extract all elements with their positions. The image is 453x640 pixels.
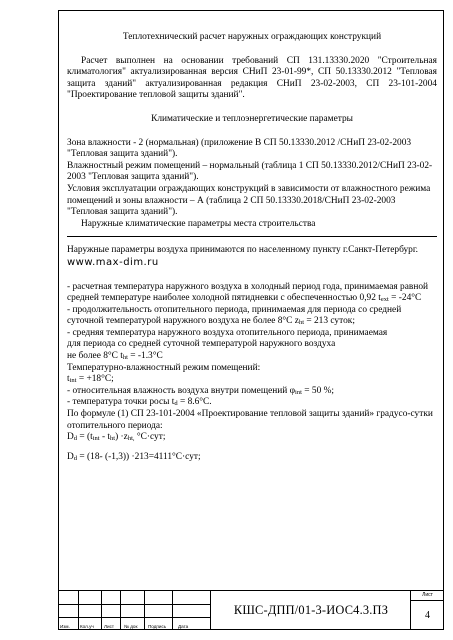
text-avg-temp-a: - средняя температура наружного воздуха отопительного периода, принимаемая — [67, 327, 388, 338]
formula-part3: ) ·z — [115, 432, 128, 443]
humidity-line — [67, 386, 437, 398]
formula-intro: По формуле (1) СП 23-101-2004 «Проектирование тепловой защиты зданий» градусо-сутки отопительного периода: — [67, 409, 433, 431]
t-int-line — [67, 374, 437, 386]
document-code: КШС-ДПП/01-3-ИОС4.3.ПЗ — [210, 591, 411, 630]
calc-dd-sub: d — [73, 454, 78, 462]
t-ext-sub: ext — [380, 296, 389, 304]
dew-point-line — [67, 397, 437, 409]
watermark-text: www.max-dim.ru — [67, 256, 159, 268]
sheet-label: Лист — [411, 591, 444, 601]
t-ht-val: = -1.3°C — [127, 351, 163, 362]
z-ht-sub: ht — [298, 319, 304, 327]
calc-line — [67, 452, 437, 464]
title-block — [58, 590, 444, 630]
formula-ht-sub: ht — [110, 435, 116, 443]
section-heading: Теплотехнический расчет наружных ограждающих конструкций — [122, 32, 382, 42]
p1-text: - расчетная температура наружного воздуха в холодный период года, принимаемая равной средней температуре наиболее холодной пятидневки с обеспеченностью 0,92 — [67, 281, 429, 304]
col-list: Лист — [104, 624, 114, 629]
humidity-regime-line: Влажностный режим помещений – нормальный (таблица 1 СП 50.13330.2012/СНиП 23-02-2003 "Тепловая защита зданий"). — [67, 160, 433, 183]
dew-text: - температура точки росы t — [67, 397, 175, 408]
col-doc-num: № док — [124, 624, 138, 629]
formula-part2: - t — [99, 432, 111, 443]
formula-zht-sub: ht, — [127, 435, 135, 443]
sheet-number: 4 — [425, 610, 430, 621]
text-ext-temp — [67, 282, 437, 305]
text-heating-period — [67, 305, 437, 328]
t-ext-val: = -24°C — [388, 293, 422, 304]
t-int-sub: int — [69, 377, 77, 385]
text-avg-temp-b: для периода со средней суточной температурой наружного воздуха — [67, 339, 336, 350]
col-signature: Подпись — [148, 624, 167, 629]
formula-line — [67, 432, 437, 444]
humidity-text: - относительная влажность воздуха внутри помещений φ — [67, 385, 296, 396]
formula-part1: = (t — [77, 432, 93, 443]
p3c-text: не более 8°C t — [67, 351, 123, 362]
col-izm: Изм. — [60, 624, 70, 629]
intro-paragraph: Расчет выполнен на основании требований СП 131.13330.2020 "Строительная климатология" актуализированная версия СНиП 23-01-99*, СП 50.13330.2012 "Тепловая защита зданий" актуализированная редакция СНиП 23-02-2003, СП 23-101-2004 "Проектирование тепловой защиты зданий". — [67, 55, 437, 101]
calc-rest: = (18- (-1,3)) ·213=4111°C·сут; — [77, 451, 201, 462]
indoor-heading: Температурно-влажностный режим помещений: — [67, 362, 261, 373]
divider — [67, 236, 437, 237]
humidity-zone-line: Зона влажности - 2 (нормальная) (приложение В СП 50.13330.2012 /СНиП 23-02-2003 "Тепловая защита зданий"). — [67, 137, 412, 160]
t-ht-sub: ht — [122, 354, 128, 362]
operating-conditions-line: Условия эксплуатации ограждающих конструкций в зависимости от влажностного режима помещений и зоны влажности – А (таблица 2 СП 50.13330.2018/СНиП 23-02-2003 "Тепловая защита зданий"). — [67, 183, 431, 218]
sheet-cell — [410, 591, 444, 630]
climate-heading: Климатические и теплоэнергетические параметры — [151, 113, 353, 124]
phi-int-sub: int — [295, 388, 302, 396]
revision-grid — [58, 591, 210, 630]
formula-dd: D — [67, 432, 74, 443]
outdoor-params-heading: Наружные климатические параметры места строительства — [81, 218, 316, 229]
city-paragraph — [67, 245, 437, 269]
calc-dd: D — [67, 451, 74, 462]
formula-unit: °C·сут; — [134, 432, 166, 443]
city-text: Наружные параметры воздуха принимаются по населенному пункту г.Санкт-Петербург. — [67, 245, 418, 256]
t-ext-var: t — [378, 293, 381, 304]
text-avg-temp-c — [67, 351, 437, 363]
t-int-val: = +18°C; — [76, 374, 114, 385]
t-int-var: t — [67, 374, 70, 385]
p2-text: - продолжительность отопительного периода, принимаемая для периода со средней суточной температурой наружного воздуха не более 8°C z — [67, 304, 402, 327]
col-kol-uch: Кол.уч — [80, 624, 94, 629]
document-body — [67, 32, 437, 463]
t-d-sub: d — [174, 400, 178, 408]
formula-int-sub: int — [92, 435, 100, 443]
humidity-val: = 50 %; — [301, 385, 335, 396]
col-date: Дата — [178, 624, 189, 629]
dew-val: = 8.6°C. — [177, 397, 212, 408]
formula-dd-sub: d — [73, 435, 78, 443]
z-ht-val: = 213 суток; — [304, 316, 355, 327]
